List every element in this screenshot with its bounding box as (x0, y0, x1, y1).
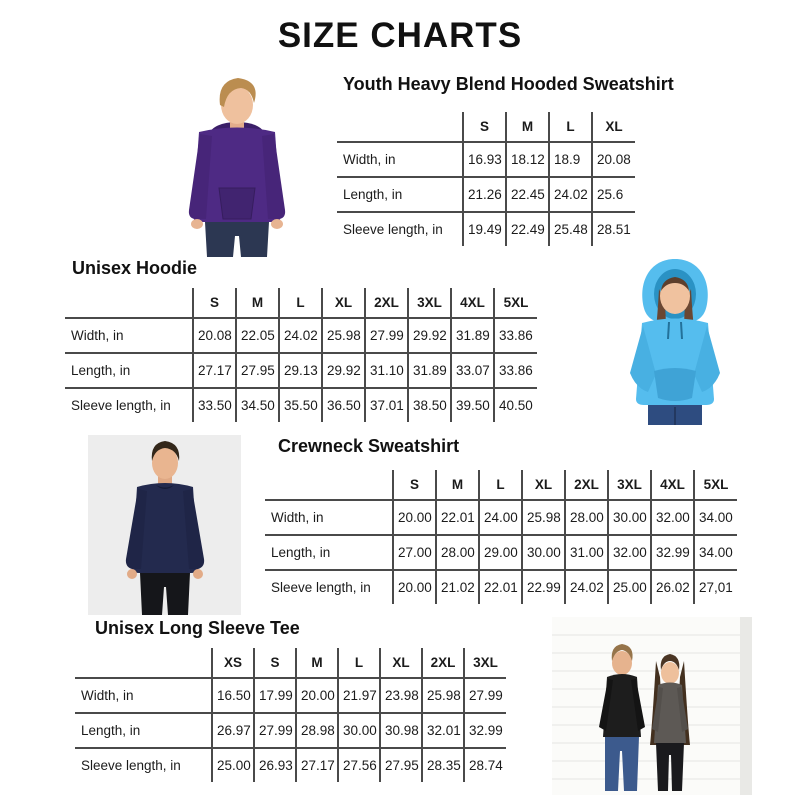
size-table-crewneck (265, 470, 737, 604)
measurement-value: 31.89 (451, 318, 494, 353)
measurement-row (75, 748, 506, 782)
measurement-value: 21.26 (463, 177, 506, 212)
measurement-value: 35.50 (279, 388, 322, 422)
measurement-value: 27.17 (296, 748, 338, 782)
measurement-label: Width, in (65, 318, 193, 353)
size-col-header: 2XL (565, 470, 608, 500)
measurement-value: 37.01 (365, 388, 408, 422)
longsleeve-models-photo (552, 617, 752, 795)
measurement-label: Length, in (75, 713, 212, 748)
measurement-value: 20.00 (296, 678, 338, 713)
measurement-value: 30.98 (380, 713, 422, 748)
youth-model-photo (145, 72, 323, 257)
size-col-header: M (236, 288, 279, 318)
measurement-value: 33.50 (193, 388, 236, 422)
measurement-value: 28.00 (436, 535, 479, 570)
section-heading-hoodie: Unisex Hoodie (72, 258, 198, 278)
measurement-value: 36.50 (322, 388, 365, 422)
measurement-value: 39.50 (451, 388, 494, 422)
measurement-value: 25.00 (212, 748, 254, 782)
measurement-row (75, 713, 506, 748)
size-header-row (265, 470, 737, 500)
measurement-value: 25.00 (608, 570, 651, 604)
measurement-label: Length, in (337, 177, 463, 212)
measurement-value: 25.98 (522, 500, 565, 535)
measurement-value: 28.74 (464, 748, 506, 782)
measurement-value: 34.50 (236, 388, 279, 422)
measurement-value: 18.9 (549, 142, 592, 177)
size-table-longsleeve (75, 648, 506, 782)
measurement-label: Width, in (75, 678, 212, 713)
measurement-value: 23.98 (380, 678, 422, 713)
measurement-value: 31.00 (565, 535, 608, 570)
measurement-value: 24.00 (479, 500, 522, 535)
measurement-label: Sleeve length, in (71, 398, 171, 413)
size-col-header: 4XL (651, 470, 694, 500)
measurement-value: 32.99 (651, 535, 694, 570)
measurement-value: 25.48 (549, 212, 592, 246)
measurement-value: 27.99 (254, 713, 296, 748)
measurement-value: 27.56 (338, 748, 380, 782)
measurement-value: 33.07 (451, 353, 494, 388)
measurement-value: 25.6 (592, 177, 635, 212)
size-col-header: XS (212, 648, 254, 678)
measurement-value: 27.99 (365, 318, 408, 353)
measurement-label: Sleeve length, in (271, 580, 371, 595)
measurement-value: 20.00 (393, 570, 436, 604)
measurement-value: 33.86 (494, 318, 537, 353)
size-col-header: 3XL (408, 288, 451, 318)
crewneck-model-photo (88, 435, 241, 615)
measurement-value: 30.00 (522, 535, 565, 570)
measurement-value: 27.00 (393, 535, 436, 570)
measurement-value: 22.05 (236, 318, 279, 353)
size-col-header: L (479, 470, 522, 500)
measurement-value: 24.02 (565, 570, 608, 604)
measurement-value: 27.95 (380, 748, 422, 782)
size-header-row (75, 648, 506, 678)
measurement-row (65, 388, 537, 422)
size-col-header: XL (322, 288, 365, 318)
hoodie-model-photo (590, 253, 760, 425)
measurement-value: 29.13 (279, 353, 322, 388)
measurement-value: 28.98 (296, 713, 338, 748)
measurement-value: 27,01 (694, 570, 737, 604)
section-heading-youth: Youth Heavy Blend Hooded Sweatshirt (343, 74, 674, 94)
measurement-value: 27.95 (236, 353, 279, 388)
measurement-value: 26.93 (254, 748, 296, 782)
corner-cell (265, 470, 393, 500)
measurement-value: 28.35 (422, 748, 464, 782)
size-col-header: 5XL (694, 470, 737, 500)
measurement-row (337, 212, 635, 246)
measurement-value: 16.50 (212, 678, 254, 713)
size-col-header: S (254, 648, 296, 678)
measurement-value: 22.49 (506, 212, 549, 246)
measurement-value: 27.99 (464, 678, 506, 713)
measurement-value: 25.98 (422, 678, 464, 713)
page-title: SIZE CHARTS (277, 16, 523, 55)
measurement-value: 32.00 (608, 535, 651, 570)
measurement-label: Sleeve length, in (81, 758, 181, 773)
size-col-header: M (506, 112, 549, 142)
size-col-header: L (549, 112, 592, 142)
measurement-value: 29.00 (479, 535, 522, 570)
woman-blue-hoodie-illustration (590, 253, 760, 425)
size-col-header: XL (522, 470, 565, 500)
measurement-value: 26.97 (212, 713, 254, 748)
measurement-row (75, 678, 506, 713)
measurement-value: 30.00 (338, 713, 380, 748)
measurement-label: Length, in (65, 353, 193, 388)
measurement-value: 32.00 (651, 500, 694, 535)
size-col-header: 2XL (365, 288, 408, 318)
measurement-value: 28.51 (592, 212, 635, 246)
size-col-header: XL (380, 648, 422, 678)
size-col-header: 3XL (464, 648, 506, 678)
measurement-value: 24.02 (279, 318, 322, 353)
man-navy-crewneck-illustration (88, 435, 241, 615)
measurement-value: 22.01 (436, 500, 479, 535)
measurement-value: 40.50 (494, 388, 537, 422)
measurement-label: Sleeve length, in (343, 222, 443, 237)
size-header-row (337, 112, 635, 142)
size-col-header: 5XL (494, 288, 537, 318)
boy-purple-hoodie-illustration (145, 72, 323, 257)
size-col-header: S (463, 112, 506, 142)
measurement-value: 33.86 (494, 353, 537, 388)
measurement-row (265, 570, 737, 604)
measurement-value: 22.01 (479, 570, 522, 604)
corner-cell (337, 112, 463, 142)
measurement-value: 20.08 (592, 142, 635, 177)
measurement-value: 20.00 (393, 500, 436, 535)
measurement-value: 24.02 (549, 177, 592, 212)
measurement-value: 27.17 (193, 353, 236, 388)
measurement-value: 17.99 (254, 678, 296, 713)
size-col-header: 3XL (608, 470, 651, 500)
size-col-header: 2XL (422, 648, 464, 678)
size-header-row (65, 288, 537, 318)
size-col-header: L (279, 288, 322, 318)
measurement-value: 34.00 (694, 500, 737, 535)
size-col-header: XL (592, 112, 635, 142)
section-heading-longsleeve: Unisex Long Sleeve Tee (95, 618, 300, 638)
size-table-youth (337, 112, 635, 246)
measurement-value: 19.49 (463, 212, 506, 246)
section-heading-crewneck: Crewneck Sweatshirt (278, 436, 460, 456)
measurement-value: 31.10 (365, 353, 408, 388)
measurement-value: 20.08 (193, 318, 236, 353)
size-col-header: S (193, 288, 236, 318)
measurement-label: Width, in (265, 500, 393, 535)
measurement-value: 30.00 (608, 500, 651, 535)
measurement-value: 21.97 (338, 678, 380, 713)
couple-long-sleeve-tees-illustration (552, 617, 752, 795)
measurement-row (265, 500, 737, 535)
measurement-value: 16.93 (463, 142, 506, 177)
measurement-value: 32.01 (422, 713, 464, 748)
measurement-label: Width, in (337, 142, 463, 177)
corner-cell (75, 648, 212, 678)
size-col-header: S (393, 470, 436, 500)
measurement-value: 21.02 (436, 570, 479, 604)
size-col-header: 4XL (451, 288, 494, 318)
size-table-hoodie (65, 288, 537, 422)
measurement-row (65, 318, 537, 353)
measurement-value: 26.02 (651, 570, 694, 604)
measurement-row (265, 535, 737, 570)
measurement-value: 28.00 (565, 500, 608, 535)
measurement-row (65, 353, 537, 388)
measurement-value: 29.92 (408, 318, 451, 353)
measurement-value: 25.98 (322, 318, 365, 353)
measurement-value: 38.50 (408, 388, 451, 422)
size-col-header: M (296, 648, 338, 678)
measurement-value: 34.00 (694, 535, 737, 570)
measurement-label: Length, in (265, 535, 393, 570)
measurement-row (337, 142, 635, 177)
measurement-value: 29.92 (322, 353, 365, 388)
measurement-value: 32.99 (464, 713, 506, 748)
measurement-value: 22.99 (522, 570, 565, 604)
measurement-value: 18.12 (506, 142, 549, 177)
measurement-value: 22.45 (506, 177, 549, 212)
size-col-header: L (338, 648, 380, 678)
measurement-row (337, 177, 635, 212)
measurement-value: 31.89 (408, 353, 451, 388)
corner-cell (65, 288, 193, 318)
size-col-header: M (436, 470, 479, 500)
